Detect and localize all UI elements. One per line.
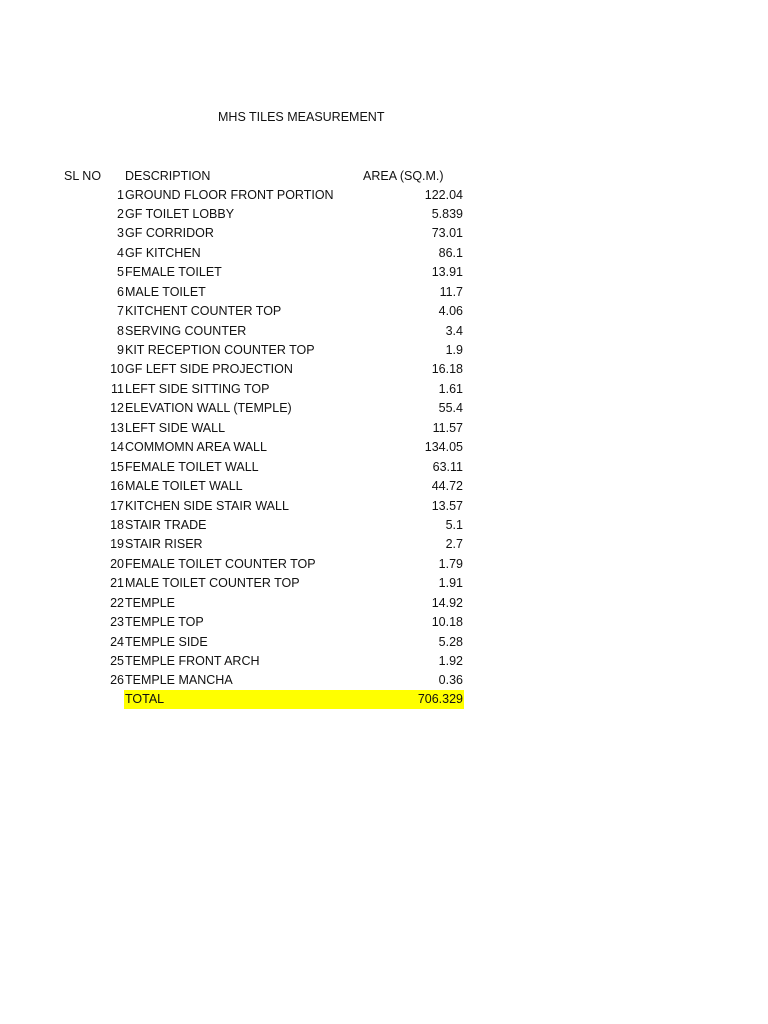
table-row <box>0 263 768 282</box>
description-cell: GF CORRIDOR <box>125 226 214 241</box>
area-cell: 11.7 <box>439 284 463 299</box>
total-label: TOTAL <box>125 692 165 706</box>
description-cell: ELEVATION WALL (TEMPLE) <box>125 401 292 416</box>
table-row <box>0 613 768 632</box>
description-cell: TEMPLE <box>125 595 176 610</box>
description-cell: KITCHEN SIDE STAIR WALL <box>125 498 289 513</box>
description-cell: GROUND FLOOR FRONT PORTION <box>125 187 334 202</box>
area-cell: 134.05 <box>424 440 463 455</box>
description-cell: FEMALE TOILET WALL <box>125 459 259 474</box>
description-cell: GF KITCHEN <box>125 245 201 260</box>
area-cell: 1.92 <box>438 654 463 668</box>
sl-no-cell: 7 <box>117 304 124 319</box>
area-cell: 10.18 <box>431 615 463 630</box>
measurement-table <box>0 186 768 691</box>
sl-no-cell: 3 <box>117 226 124 241</box>
header-sl-no: SL NO <box>64 169 102 183</box>
description-cell: GF LEFT SIDE PROJECTION <box>125 362 293 377</box>
table-row <box>0 244 768 263</box>
sl-no-cell: 1 <box>117 187 124 202</box>
table-row <box>0 516 768 535</box>
table-row <box>0 497 768 516</box>
sl-no-cell: 24 <box>110 634 124 649</box>
table-row <box>0 380 768 399</box>
description-cell: STAIR TRADE <box>125 517 207 532</box>
area-cell: 5.1 <box>445 517 463 532</box>
table-row <box>0 633 768 652</box>
description-cell: MALE TOILET <box>125 284 206 299</box>
area-cell: 55.4 <box>438 401 463 416</box>
description-cell: SERVING COUNTER <box>125 323 247 338</box>
description-cell: KIT RECEPTION COUNTER TOP <box>125 343 315 357</box>
area-cell: 1.79 <box>438 556 463 571</box>
table-row <box>0 186 768 205</box>
sl-no-cell: 9 <box>117 343 124 357</box>
area-cell: 5.839 <box>431 206 463 221</box>
table-row <box>0 438 768 457</box>
description-cell: KITCHENT COUNTER TOP <box>125 304 282 319</box>
table-row <box>0 360 768 379</box>
sl-no-cell: 12 <box>110 401 124 416</box>
area-cell: 14.92 <box>431 595 463 610</box>
description-cell: GF TOILET LOBBY <box>125 206 235 221</box>
description-cell: COMMOMN AREA WALL <box>125 440 267 455</box>
total-row <box>124 690 464 709</box>
description-cell: FEMALE TOILET <box>125 265 222 280</box>
sl-no-cell: 25 <box>110 654 124 668</box>
table-row <box>0 652 768 671</box>
sl-no-cell: 21 <box>110 576 124 591</box>
sl-no-cell: 16 <box>110 479 124 494</box>
sl-no-cell: 4 <box>117 245 124 260</box>
table-row <box>0 535 768 554</box>
sl-no-cell: 14 <box>110 440 124 455</box>
table-row <box>0 477 768 496</box>
header-area: AREA (SQ.M.) <box>363 169 444 183</box>
sl-no-cell: 17 <box>110 498 124 513</box>
sl-no-cell: 19 <box>110 537 124 552</box>
sl-no-cell: 22 <box>110 595 124 610</box>
header-description: DESCRIPTION <box>125 169 211 183</box>
table-row <box>0 322 768 341</box>
table-row <box>0 341 768 360</box>
total-value: 706.329 <box>417 692 463 706</box>
sl-no-cell: 11 <box>111 381 124 396</box>
page-title: MHS TILES MEASUREMENT <box>218 110 385 124</box>
area-cell: 13.57 <box>431 498 463 513</box>
description-cell: STAIR RISER <box>125 537 203 552</box>
description-cell: FEMALE TOILET COUNTER TOP <box>125 556 316 571</box>
area-cell: 13.91 <box>431 265 463 280</box>
table-row <box>0 399 768 418</box>
description-cell: TEMPLE FRONT ARCH <box>125 654 260 668</box>
sl-no-cell: 6 <box>117 284 124 299</box>
table-row <box>0 671 768 690</box>
sl-no-cell: 26 <box>110 673 124 688</box>
area-cell: 63.11 <box>432 459 463 474</box>
area-cell: 3.4 <box>445 323 463 338</box>
description-cell: TEMPLE MANCHA <box>125 673 233 688</box>
sl-no-cell: 20 <box>110 556 124 571</box>
table-row <box>0 224 768 243</box>
description-cell: TEMPLE TOP <box>125 615 204 630</box>
sl-no-cell: 18 <box>110 517 124 532</box>
area-cell: 2.7 <box>445 537 463 552</box>
area-cell: 122.04 <box>424 187 463 202</box>
description-cell: MALE TOILET WALL <box>125 479 243 494</box>
sl-no-cell: 13 <box>110 420 124 435</box>
table-row <box>0 419 768 438</box>
description-cell: LEFT SIDE SITTING TOP <box>125 381 270 396</box>
sl-no-cell: 2 <box>117 206 124 221</box>
sl-no-cell: 8 <box>117 323 124 338</box>
table-row <box>0 594 768 613</box>
table-row <box>0 458 768 477</box>
area-cell: 5.28 <box>438 634 463 649</box>
description-cell: LEFT SIDE WALL <box>125 420 226 435</box>
area-cell: 86.1 <box>438 245 463 260</box>
description-cell: MALE TOILET COUNTER TOP <box>125 576 300 591</box>
sl-no-cell: 5 <box>117 265 124 280</box>
area-cell: 73.01 <box>431 226 463 241</box>
sl-no-cell: 15 <box>110 459 124 474</box>
area-cell: 1.61 <box>438 381 463 396</box>
area-cell: 1.91 <box>438 576 463 591</box>
area-cell: 11.57 <box>432 420 463 435</box>
area-cell: 0.36 <box>438 673 463 688</box>
table-row <box>0 205 768 224</box>
description-cell: TEMPLE SIDE <box>125 634 208 649</box>
table-row <box>0 283 768 302</box>
sl-no-cell: 23 <box>110 615 124 630</box>
table-row <box>0 302 768 321</box>
table-row <box>0 574 768 593</box>
area-cell: 16.18 <box>431 362 463 377</box>
area-cell: 44.72 <box>431 479 463 494</box>
table-row <box>0 555 768 574</box>
area-cell: 4.06 <box>438 304 463 319</box>
sl-no-cell: 10 <box>110 362 124 377</box>
area-cell: 1.9 <box>445 343 463 357</box>
